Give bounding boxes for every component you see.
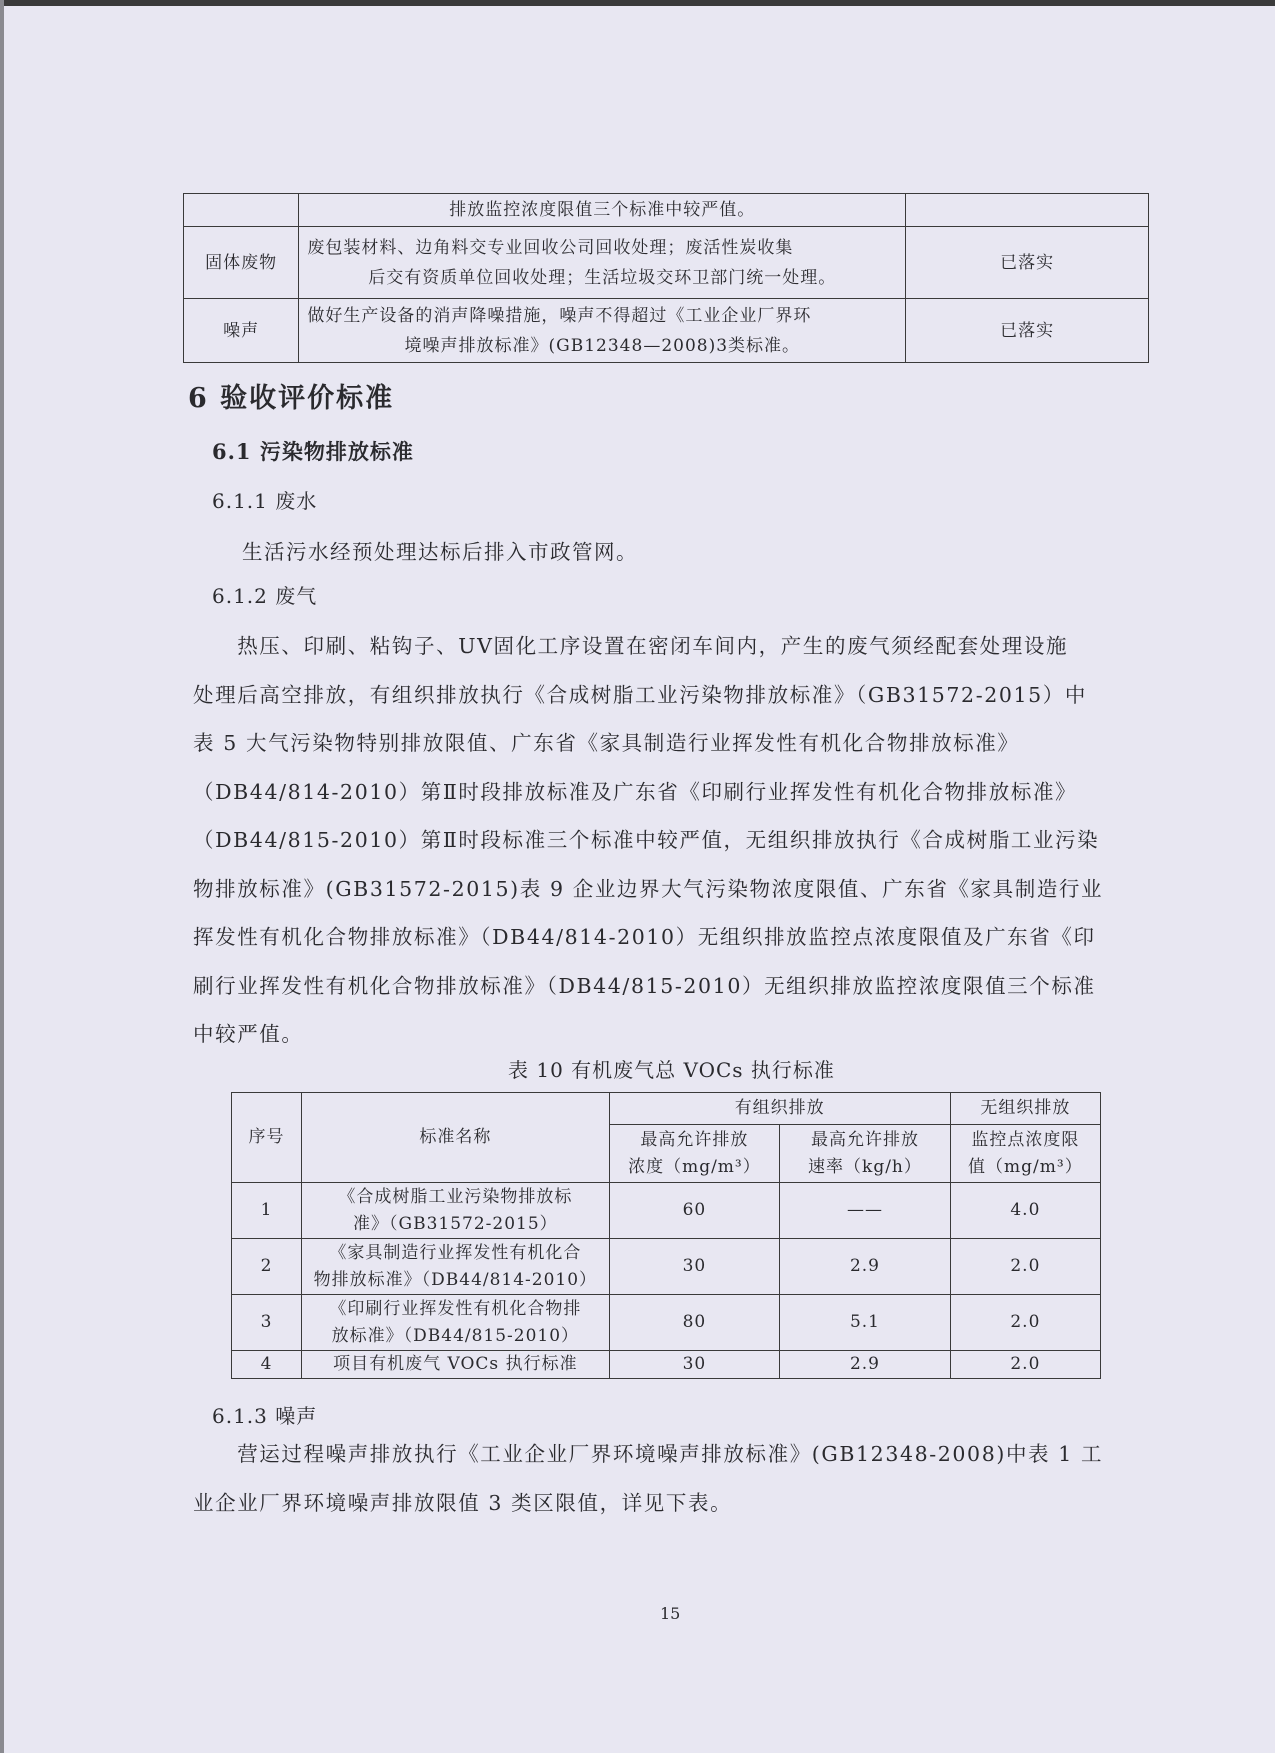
section-6-1-heading: 6.1 污染物排放标准: [212, 439, 414, 464]
scan-edge-left: [0, 0, 4, 1753]
row-rate: 2.9: [780, 1239, 951, 1295]
table-row: [184, 194, 1149, 227]
row-conc: 30: [609, 1351, 780, 1379]
row-conc: 60: [609, 1183, 780, 1239]
measure-cell: 做好生产设备的消声降噪措施，噪声不得超过《工业企业厂界环 境噪声排放标准》(GB12348—2008)3类标准。: [299, 299, 906, 363]
row-name: 项目有机废气 VOCs 执行标准: [302, 1351, 610, 1379]
scan-edge-top: [0, 0, 1275, 6]
row-rate: ——: [780, 1183, 951, 1239]
measure-cell: 排放监控浓度限值三个标准中较严值。: [299, 194, 906, 227]
row-rate: 5.1: [780, 1295, 951, 1351]
row-limit: 2.0: [950, 1239, 1100, 1295]
wastewater-paragraph: 生活污水经预处理达标后排入市政管网。: [242, 540, 638, 564]
section-6-1-1-heading: 6.1.1 废水: [212, 489, 318, 513]
table-10-caption: 表 10 有机废气总 VOCs 执行标准: [508, 1058, 835, 1082]
table-row: [232, 1351, 1101, 1379]
section-6-1-3-heading: 6.1.3 噪声: [212, 1404, 318, 1428]
row-seq: 2: [232, 1239, 302, 1295]
row-conc: 80: [609, 1295, 780, 1351]
row-rate: 2.9: [780, 1351, 951, 1379]
header-concentration: 最高允许排放 浓度（mg/m³）: [609, 1125, 780, 1183]
row-name: 《家具制造行业挥发性有机化合 物排放标准》（DB44/814-2010）: [302, 1239, 610, 1295]
exhaust-paragraph: 热压、印刷、粘钩子、UV固化工序设置在密闭车间内，产生的废气须经配套处理设施 处理后高空排放，有组织排放执行《合成树脂工业污染物排放标准》（GB31572-2015）中 表 5 大气污染物特别排放限值、广东省《家具制造行业挥发性有机化合物排放标准》 （DB44/814-2010）第Ⅱ时段排放标准及广东省《印刷行业挥发性有机化合物排放标准》 （DB44/815-2010）第Ⅱ时段标准三个标准中较严值，无组织排放执行《合成树脂工业污染 物排放标准》(GB31572-2015)表 9 企业边界大气污染物浓度限值、广东省《家具制造行业 挥发性有机化合物排放标准》（DB44/814-2010）无组织排放监控点浓度限值及广东省《印 刷行业挥发性有机化合物排放标准》（DB44/815-2010）无组织排放监控浓度限值三个标准 中较严值。: [193, 634, 1104, 1046]
page-number: 15: [660, 1604, 681, 1623]
header-limit: 监控点浓度限 值（mg/m³）: [950, 1125, 1100, 1183]
header-name: 标准名称: [302, 1093, 610, 1183]
table-row: [232, 1239, 1101, 1295]
row-limit: 2.0: [950, 1295, 1100, 1351]
category-cell: 噪声: [184, 299, 299, 363]
table-row: [232, 1295, 1101, 1351]
category-cell: 固体废物: [184, 227, 299, 299]
category-cell: [184, 194, 299, 227]
table-row: [232, 1183, 1101, 1239]
section-6-heading: 6 验收评价标准: [188, 383, 395, 414]
measures-table: [183, 193, 1149, 363]
status-cell: 已落实: [906, 227, 1149, 299]
voc-standards-table: [231, 1092, 1101, 1379]
row-limit: 2.0: [950, 1351, 1100, 1379]
measure-cell: 废包装材料、边角料交专业回收公司回收处理；废活性炭收集 后交有资质单位回收处理；生活垃圾交环卫部门统一处理。: [299, 227, 906, 299]
section-6-1-2-heading: 6.1.2 废气: [212, 584, 318, 608]
header-rate: 最高允许排放 速率（kg/h）: [780, 1125, 951, 1183]
status-cell: [906, 194, 1149, 227]
table-header-row: [232, 1093, 1101, 1125]
row-seq: 1: [232, 1183, 302, 1239]
row-name: 《合成树脂工业污染物排放标 准》（GB31572-2015）: [302, 1183, 610, 1239]
row-limit: 4.0: [950, 1183, 1100, 1239]
row-conc: 30: [609, 1239, 780, 1295]
row-name: 《印刷行业挥发性有机化合物排 放标准》（DB44/815-2010）: [302, 1295, 610, 1351]
header-seq: 序号: [232, 1093, 302, 1183]
table-row: [184, 227, 1149, 299]
noise-paragraph: 营运过程噪声排放执行《工业企业厂界环境噪声排放标准》(GB12348-2008)中表 1 工 业企业厂界环境噪声排放限值 3 类区限值，详见下表。: [193, 1442, 1104, 1515]
row-seq: 3: [232, 1295, 302, 1351]
status-cell: 已落实: [906, 299, 1149, 363]
table-row: [184, 299, 1149, 363]
header-unorganized: 无组织排放: [950, 1093, 1100, 1125]
header-organized: 有组织排放: [609, 1093, 950, 1125]
row-seq: 4: [232, 1351, 302, 1379]
